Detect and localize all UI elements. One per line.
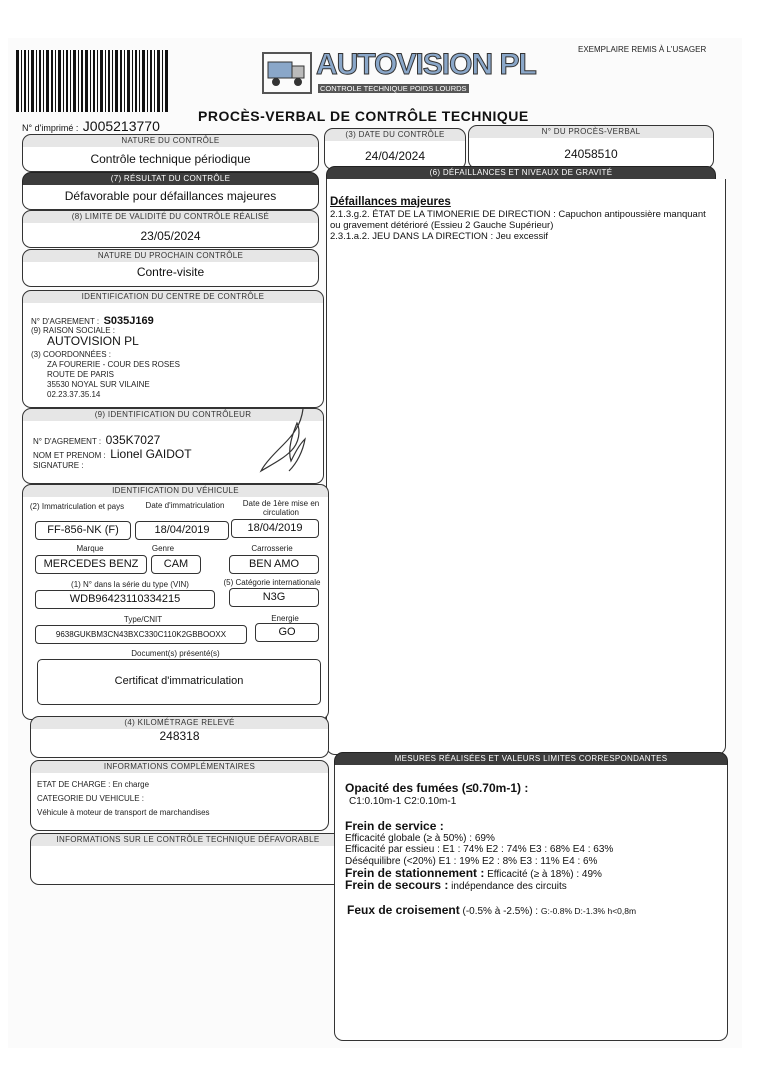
controleur-agrement-value: 035K7027 [105,433,161,447]
categorie-label: (5) Catégorie internationale [223,578,321,587]
defects-header: (6) DÉFAILLANCES ET NIVEAUX DE GRAVITÉ [326,166,716,180]
date-immat-field: 18/04/2019 [135,521,229,540]
centre-address-line: ZA FOURERIE - COUR DES ROSES [47,360,180,369]
centre-header: IDENTIFICATION DU CENTRE DE CONTRÔLE [22,290,324,304]
defects-title: Défaillances majeures [330,196,451,208]
document-title: PROCÈS-VERBAL DE CONTRÔLE TECHNIQUE [198,108,529,124]
defect-line: 2.1.3.g.2. ÉTAT DE LA TIMONERIE DE DIRECTION : Capuchon antipoussière manquant [330,209,706,220]
defect-line: 2.3.1.a.2. JEU DANS LA DIRECTION : Jeu excessif [330,231,549,242]
infos-header: INFORMATIONS COMPLÉMENTAIRES [30,760,329,774]
docs-label: Document(s) présenté(s) [131,649,220,658]
lights-title: Feux de croisement [347,903,460,917]
type-label: Type/CNIT [123,615,163,624]
energie-label: Energie [271,614,299,623]
infos-box [30,773,329,831]
centre-agrement-label: N° D'AGREMENT : [31,317,100,326]
service-brake-line: Efficacité par essieu : E1 : 74% E2 : 74% E3 : 68% E4 : 63% [345,844,614,855]
unfavourable-box [30,846,346,885]
controleur-agrement-label: N° D'AGREMENT : [33,437,102,446]
service-brake-line: Déséquilibre (<20%) E1 : 19% E2 : 8% E3 : 11% E4 : 6% [345,856,598,867]
controleur-name-label: NOM ET PRENOM : [33,451,106,460]
centre-box [22,303,324,408]
controleur-name-value: Lionel GAIDOT [110,447,192,461]
centre-phone: 02.23.37.35.14 [47,390,101,399]
date-header: (3) DATE DU CONTRÔLE [324,128,466,142]
nature-header: NATURE DU CONTRÔLE [22,134,319,148]
lights-row [347,905,636,917]
km-box [30,729,329,758]
immat-label: (2) Immatriculation et pays [29,502,125,511]
immat-field: FF-856-NK (F) [35,521,131,540]
result-box [22,185,319,210]
result-header: (7) RÉSULTAT DU CONTRÔLE [22,172,319,186]
carrosserie-field: BEN AMO [229,555,319,574]
vin-label: (1) N° dans la série du type (VIN) [71,580,189,589]
validity-box [22,223,319,248]
centre-address-line: ROUTE DE PARIS [47,370,114,379]
service-brake-line: Efficacité globale (≥ à 50%) : 69% [345,833,495,844]
centre-raison-label: (9) RAISON SOCIALE : [31,326,116,335]
carrosserie-label: Carrosserie [251,544,293,553]
docs-value: Certificat d'immatriculation [114,675,244,687]
vehicle-box [22,497,329,720]
autovision-logo [262,48,536,98]
signature-label: SIGNATURE : [33,461,84,470]
km-header: (4) KILOMÉTRAGE RELEVÉ [30,716,329,730]
measures-header: MESURES RÉALISÉES ET VALEURS LIMITES CORRESPONDANTES [334,752,728,766]
truck-logo-icon [262,52,312,94]
date-first-field: 18/04/2019 [231,519,319,538]
opacity-values: C1:0.10m-1 C2:0.10m-1 [349,796,457,807]
defect-line: ou gravement détérioré (Essieu 2 Gauche Supérieur) [330,220,554,231]
print-number-label: N° d'imprimé : [22,123,79,133]
marque-label: Marque [76,544,104,553]
controleur-header: (9) IDENTIFICATION DU CONTRÔLEUR [22,408,324,422]
logo-sub-text: CONTROLE TECHNIQUE POIDS LOURDS [320,84,467,93]
next-header: NATURE DU PROCHAIN CONTRÔLE [22,249,319,263]
pv-box [468,138,714,169]
km-value: 248318 [159,729,200,743]
validity-header: (8) LIMITE DE VALIDITÉ DU CONTRÔLE RÉALISÉ [22,210,319,224]
measures-box [334,765,728,1041]
date-first-label: Date de 1ère mise en circulation [242,499,320,517]
nature-value: Contrôle technique périodique [90,152,251,166]
nature-box [22,147,319,172]
defects-box [326,179,726,755]
date-immat-label: Date d'immatriculation [145,501,225,510]
barcode-image [16,50,170,112]
infos-line: CATEGORIE DU VEHICULE : [37,794,144,803]
emergency-brake-row [345,880,567,892]
infos-line: ETAT DE CHARGE : En charge [37,780,150,789]
next-box [22,262,319,287]
centre-raison-value: AUTOVISION PL [47,334,139,348]
centre-coord-label: (3) COORDONNÉES : [31,350,112,359]
lights-values: G:-0.8% D:-1.3% h<0,8m [540,906,637,916]
emergency-brake-title: Frein de secours : [345,878,449,892]
type-field: 9638GUKBM3CN43BXC330C110K2GBBOOXX [35,625,247,644]
result-value: Défavorable pour défaillances majeures [64,189,277,203]
vin-field: WDB96423110334215 [35,590,215,609]
controleur-box [22,421,324,484]
categorie-field: N3G [229,588,319,607]
infos-line: Véhicule à moteur de transport de marchandises [37,808,210,817]
genre-label: Genre [151,544,175,553]
parking-brake-title: Frein de stationnement : [345,866,485,880]
parking-brake-value: Efficacité (≥ à 18%) : 49% [487,869,602,880]
vehicle-header: IDENTIFICATION DU VÉHICULE [22,484,329,498]
lights-range: (-0.5% à -2.5%) : [462,906,539,917]
centre-address-line: 35530 NOYAL SUR VILAINE [47,380,150,389]
copy-note: EXEMPLAIRE REMIS À L'USAGER [578,45,707,54]
date-value: 24/04/2024 [364,149,426,163]
next-value: Contre-visite [136,265,205,279]
opacity-title: Opacité des fumées (≤0.70m-1) : [345,781,529,795]
emergency-brake-value: indépendance des circuits [451,881,567,892]
pv-value: 24058510 [564,147,618,161]
service-brake-title: Frein de service : [345,819,444,833]
unfavourable-header: INFORMATIONS SUR LE CONTRÔLE TECHNIQUE DÉFAVORABLE [30,833,346,847]
energie-field: GO [255,623,319,642]
docs-box [37,659,321,705]
pv-header: N° DU PROCÈS-VERBAL [468,125,714,139]
genre-field: CAM [151,555,201,574]
signature-image [253,405,323,477]
print-number-value: J005213770 [82,118,160,134]
marque-field: MERCEDES BENZ [35,555,147,574]
logo-main-text: AUTOVISION PL [316,48,536,81]
centre-agrement-value: S035J169 [103,315,154,327]
validity-value: 23/05/2024 [140,229,201,243]
